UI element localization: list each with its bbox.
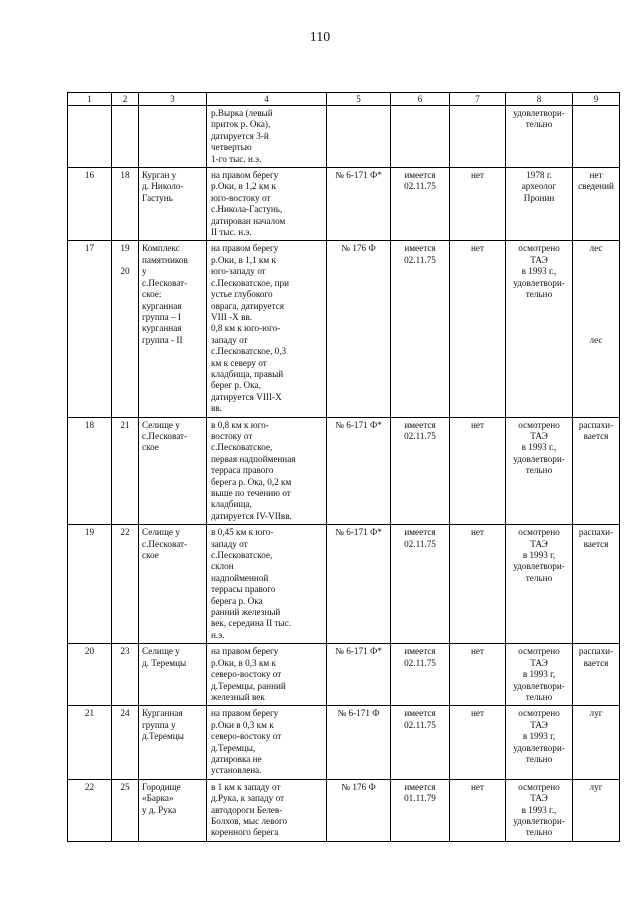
- table-row: [68, 106, 620, 168]
- monument-name-cell: Селище у д. Теремцы: [139, 644, 207, 706]
- document-number-cell: № 6-171 Ф: [327, 706, 391, 779]
- table-row: [68, 168, 620, 241]
- inspection-cell: осмотрено ТАЭ в 1993 г., удовлетвори- тельно: [506, 779, 573, 841]
- monument-name-cell: Комплекс памятников у с.Песковат- ское: курганная группа – I курганная группа - II: [139, 241, 207, 417]
- document-number-cell: № 6-171 Ф*: [327, 644, 391, 706]
- inspection-cell: осмотрено ТАЭ в 1993 г., удовлетвори- тельно: [506, 241, 573, 417]
- inspection-cell: 1978 г. археолог Пронин: [506, 168, 573, 241]
- obligation-cell: нет: [450, 706, 506, 779]
- obligation-cell: нет: [450, 168, 506, 241]
- inspection-cell: осмотрено ТАЭ в 1993 г, удовлетвори- тельно: [506, 644, 573, 706]
- condition-cell: луг: [573, 779, 620, 841]
- row-number-cell: 17: [68, 241, 112, 417]
- monument-name-cell: [139, 106, 207, 168]
- row-number-cell: 19: [68, 525, 112, 644]
- document-number-cell: № 6-171 Ф*: [327, 417, 391, 525]
- monument-number-cell: 23: [112, 644, 139, 706]
- condition-cell: распахи- вается: [573, 525, 620, 644]
- column-header: 9: [573, 93, 620, 106]
- document-number-cell: [327, 106, 391, 168]
- document-number-cell: № 6-171 Ф*: [327, 168, 391, 241]
- obligation-cell: нет: [450, 417, 506, 525]
- monument-number-cell: [112, 106, 139, 168]
- monument-number-cell: 18: [112, 168, 139, 241]
- monument-number-cell: 21: [112, 417, 139, 525]
- column-header: 8: [506, 93, 573, 106]
- location-cell: р.Вырка (левый приток р. Ока), датируется 3-й четвертью 1-го тыс. н.э.: [207, 106, 327, 168]
- condition-cell: луг: [573, 706, 620, 779]
- obligation-cell: нет: [450, 644, 506, 706]
- inspection-cell: удовлетвори- тельно: [506, 106, 573, 168]
- passport-cell: имеется 02.11.75: [391, 706, 450, 779]
- column-header: 2: [112, 93, 139, 106]
- row-number-cell: 16: [68, 168, 112, 241]
- condition-cell: распахи- вается: [573, 644, 620, 706]
- obligation-cell: нет: [450, 779, 506, 841]
- monument-number-cell: 25: [112, 779, 139, 841]
- table-row: [68, 644, 620, 706]
- location-cell: на правом берегу р.Оки, в 0,3 км к северо-востоку от д.Теремцы, ранний железный век: [207, 644, 327, 706]
- obligation-cell: нет: [450, 525, 506, 644]
- monument-name-cell: Селище у с.Песковат- ское: [139, 417, 207, 525]
- location-cell: на правом берегу р.Оки, в 1,1 км к юго-западу от с.Песковатское, при устье глубокого оврага, датируется VIII -X вв. 0,8 км к юго-юго- западу от с.Песковатское, 0,3 км к северу от кладбища, правый берег р. Ока, датируется VIII-X вв.: [207, 241, 327, 417]
- passport-cell: имеется 02.11.75: [391, 241, 450, 417]
- obligation-cell: [450, 106, 506, 168]
- table-row: [68, 779, 620, 841]
- row-number-cell: 20: [68, 644, 112, 706]
- monument-name-cell: Селище у с.Песковат- ское: [139, 525, 207, 644]
- condition-cell: [573, 106, 620, 168]
- column-header: 4: [207, 93, 327, 106]
- row-number-cell: [68, 106, 112, 168]
- passport-cell: имеется 02.11.75: [391, 168, 450, 241]
- document-number-cell: № 176 Ф: [327, 779, 391, 841]
- column-header: 1: [68, 93, 112, 106]
- condition-cell: нет сведений: [573, 168, 620, 241]
- location-cell: на правом берегу р.Оки, в 1,2 км к юго-востоку от с.Никола-Гастунь, датирован началом II тыс. н.э.: [207, 168, 327, 241]
- row-number-cell: 22: [68, 779, 112, 841]
- monument-name-cell: Городище «Барка» у д. Рука: [139, 779, 207, 841]
- column-header: 5: [327, 93, 391, 106]
- location-cell: в 0,8 км к юго- востоку от с.Песковатское, первая надпойменная терраса правого берега р. Ока, 0,2 км выше по течению от кладбища, датируется IV-VIIвв.: [207, 417, 327, 525]
- passport-cell: [391, 106, 450, 168]
- passport-cell: имеется 02.11.75: [391, 417, 450, 525]
- monument-number-cell: 24: [112, 706, 139, 779]
- monument-name-cell: Курган у д. Николо- Гастунь: [139, 168, 207, 241]
- passport-cell: имеется 01.11.79: [391, 779, 450, 841]
- obligation-cell: нет: [450, 241, 506, 417]
- location-cell: в 1 км к западу от д.Рука, к западу от автодороги Белев- Болхов, мыс левого коренного берега: [207, 779, 327, 841]
- table-row: [68, 525, 620, 644]
- document-number-cell: № 6-171 Ф*: [327, 525, 391, 644]
- column-header: 7: [450, 93, 506, 106]
- table-row: [68, 417, 620, 525]
- condition-cell: лес лес: [573, 241, 620, 417]
- table-row: [68, 706, 620, 779]
- monuments-table: [67, 92, 620, 842]
- row-number-cell: 21: [68, 706, 112, 779]
- inspection-cell: осмотрено ТАЭ в 1993 г., удовлетвори- тельно: [506, 417, 573, 525]
- monument-number-cell: 19 20: [112, 241, 139, 417]
- page-number: 110: [309, 30, 331, 45]
- monument-number-cell: 22: [112, 525, 139, 644]
- column-header: 6: [391, 93, 450, 106]
- passport-cell: имеется 02.11.75: [391, 525, 450, 644]
- location-cell: в 0,45 км к юго- западу от с.Песковатское, склон надпойменной террасы правого берега р. Ока ранний железный век, середина II тыс. н.э.: [207, 525, 327, 644]
- inspection-cell: осмотрено ТАЭ в 1993 г, удовлетвори- тельно: [506, 525, 573, 644]
- row-number-cell: 18: [68, 417, 112, 525]
- inspection-cell: осмотрено ТАЭ в 1993 г, удовлетвори- тельно: [506, 706, 573, 779]
- column-header: 3: [139, 93, 207, 106]
- table-row: [68, 241, 620, 417]
- location-cell: на правом берегу р.Оки в 0,3 км к северо-востоку от д.Теремцы, датировка не установлена.: [207, 706, 327, 779]
- document-number-cell: № 176 Ф: [327, 241, 391, 417]
- condition-cell: распахи- вается: [573, 417, 620, 525]
- header-row: [68, 93, 620, 106]
- monument-name-cell: Курганная группа у д.Теремцы: [139, 706, 207, 779]
- passport-cell: имеется 02.11.75: [391, 644, 450, 706]
